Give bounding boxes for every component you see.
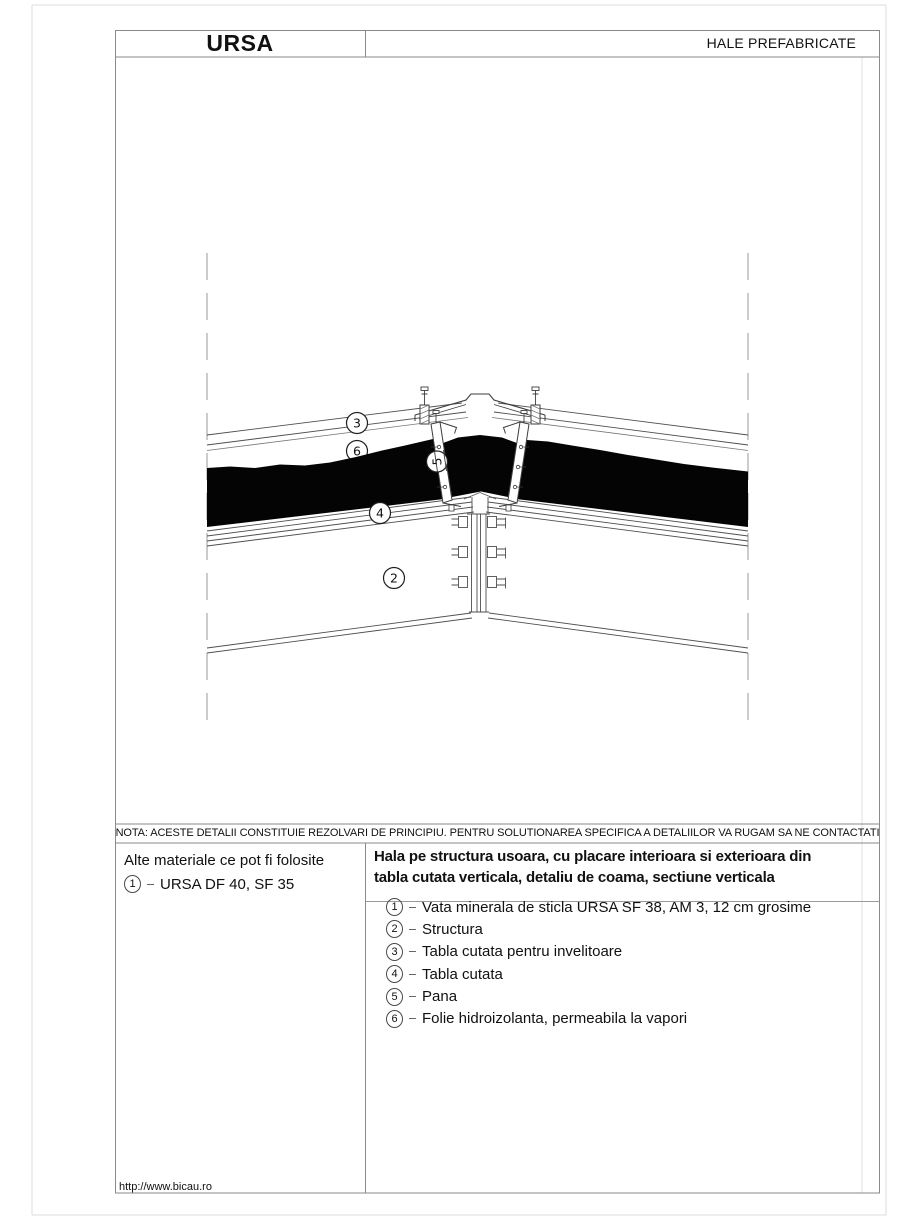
svg-text:3: 3 — [353, 415, 361, 431]
legend-item — [386, 921, 811, 937]
leader-dash — [409, 951, 416, 952]
legend-list — [386, 899, 811, 1033]
sheet-series-title: HALE PREFABRICATE — [706, 35, 856, 51]
svg-text:2: 2 — [390, 570, 398, 586]
legend-item — [386, 944, 811, 960]
footer-url: http://www.bicau.ro — [119, 1181, 212, 1193]
alt-materials-heading: Alte materiale ce pot fi folosite — [124, 852, 325, 869]
detail-title-line2: tabla cutata verticala, detaliu de coama, sectiune verticala — [374, 868, 775, 886]
item-number-circle: 3 — [386, 943, 403, 961]
ridge-cap — [415, 387, 545, 424]
insulation-fill — [207, 435, 748, 527]
svg-text:6: 6 — [353, 443, 361, 459]
leader-dash — [409, 907, 416, 908]
legend-item — [386, 899, 811, 915]
item-label: URSA DF 40, SF 35 — [160, 875, 295, 893]
legend-item — [386, 1011, 811, 1027]
leader-dash — [409, 996, 416, 997]
item-label: Vata minerala de sticla URSA SF 38, AM 3, 12 cm grosime — [422, 898, 812, 916]
note-strip: NOTA: ACESTE DETALII CONSTITUIE REZOLVARI DE PRINCIPIU. PENTRU SOLUTIONAREA SPECIFICA A DETALIILOR VA RUGAM SA NE CONTACTATI — [115, 827, 880, 839]
detail-title — [374, 847, 880, 888]
item-number-circle: 4 — [386, 965, 403, 983]
item-label: Tabla cutata pentru invelitoare — [422, 943, 623, 961]
item-number-circle: 6 — [386, 1010, 403, 1028]
item-label: Folie hidroizolanta, permeabila la vapori — [422, 1010, 688, 1028]
ursa-logo: URSA — [206, 30, 274, 56]
legend-item — [386, 966, 811, 982]
leader-dash — [409, 929, 416, 930]
leader-dash — [409, 974, 416, 975]
callout-2 — [384, 568, 405, 589]
item-label: Structura — [422, 920, 483, 938]
cap-screws — [421, 387, 539, 423]
item-label: Tabla cutata — [422, 965, 503, 983]
item-number-circle: 2 — [386, 920, 403, 938]
item-number-circle: 1 — [386, 898, 403, 916]
item-number-circle: 1 — [124, 875, 141, 893]
callout-3 — [347, 413, 368, 434]
leader-dash — [147, 884, 154, 885]
cap-support-left — [420, 405, 429, 424]
item-number-circle: 5 — [386, 988, 403, 1006]
legend-item — [386, 989, 811, 1005]
item-label: Pana — [422, 988, 458, 1006]
cap-support-right — [531, 405, 540, 424]
leader-dash — [409, 1018, 416, 1019]
svg-text:4: 4 — [376, 505, 384, 521]
beam-bolts — [452, 517, 506, 589]
callout-5 — [427, 450, 448, 472]
callout-4 — [370, 503, 391, 524]
page-edge-lines — [32, 5, 886, 1215]
steel-beam — [207, 514, 748, 653]
detail-title-line1: Hala pe structura usoara, cu placare interioara si exterioara din — [374, 848, 812, 865]
alt-material-item — [124, 875, 294, 893]
svg-text:5: 5 — [429, 457, 445, 466]
